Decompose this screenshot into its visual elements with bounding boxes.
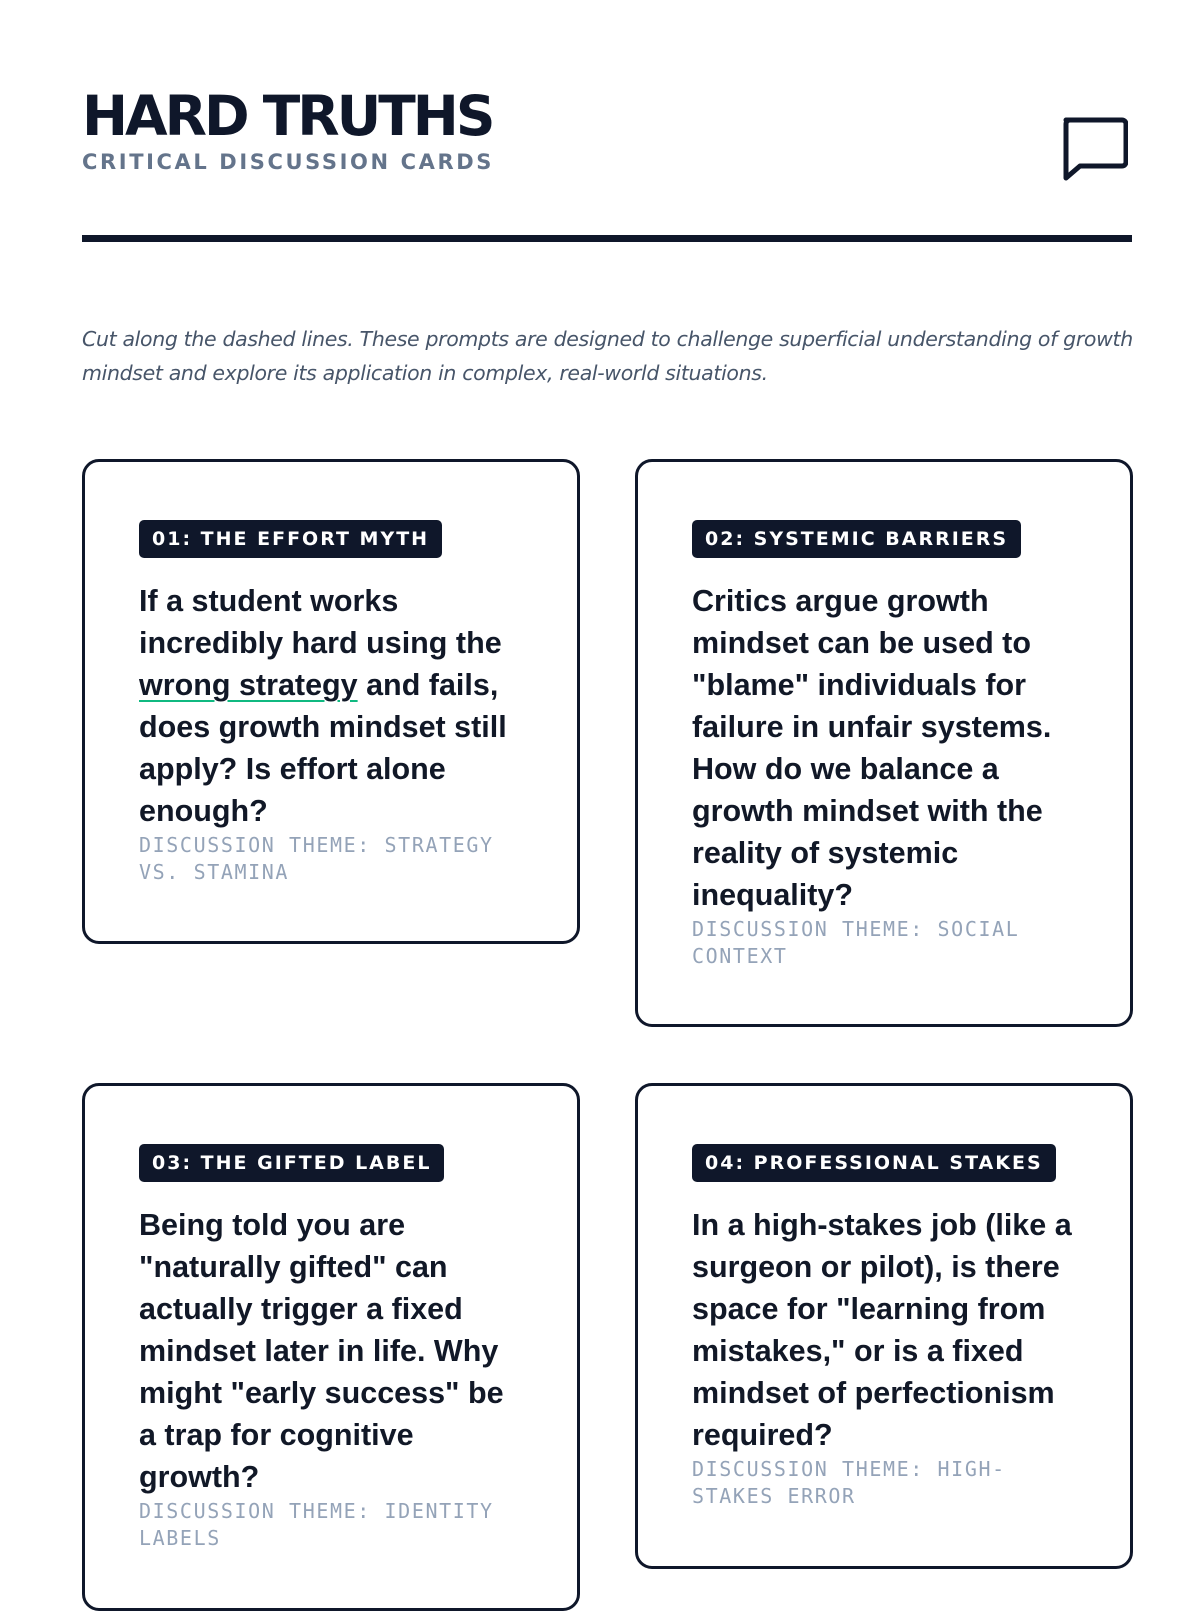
card-question: In a high-stakes job (like a surgeon or pilot), is there space for "learning from mistakes," or is a fixed mindset of perfectionism required? bbox=[692, 1208, 1072, 1452]
card-badge: 04: PROFESSIONAL STAKES bbox=[692, 1144, 1056, 1182]
intro-text: Cut along the dashed lines. These prompts are designed to challenge superficial understanding of growth mindset and explore its application in complex, real-world situations. bbox=[82, 327, 1133, 385]
question-text-start: If a student works incredibly hard using the bbox=[139, 584, 502, 660]
card-content bbox=[139, 1144, 529, 1552]
card-question: Critics argue growth mindset can be used to "blame" individuals for failure in unfair systems. How do we balance a growth mindset with the reality of systemic inequality? bbox=[692, 584, 1052, 912]
card-theme: DISCUSSION THEME: SOCIAL CONTEXT bbox=[692, 917, 1020, 968]
card-content bbox=[692, 1144, 1082, 1510]
discussion-card-2 bbox=[635, 459, 1133, 1027]
question-text-end: and fails, does growth mindset still apply? Is effort alone enough? bbox=[139, 668, 507, 828]
discussion-card-3 bbox=[82, 1083, 580, 1611]
card-badge: 02: SYSTEMIC BARRIERS bbox=[692, 520, 1021, 558]
card-theme: DISCUSSION THEME: IDENTITY LABELS bbox=[139, 1499, 494, 1550]
card-theme: DISCUSSION THEME: STRATEGY VS. STAMINA bbox=[139, 833, 494, 884]
card-badge: 03: THE GIFTED LABEL bbox=[139, 1144, 444, 1182]
card-content bbox=[692, 520, 1082, 970]
chat-bubble-icon bbox=[1060, 116, 1128, 182]
header bbox=[82, 0, 1132, 242]
card-question bbox=[139, 580, 529, 832]
card-theme: DISCUSSION THEME: HIGH-STAKES ERROR bbox=[692, 1457, 1006, 1508]
card-badge: 01: THE EFFORT MYTH bbox=[139, 520, 442, 558]
discussion-card-4 bbox=[635, 1083, 1133, 1569]
header-divider bbox=[82, 235, 1132, 242]
discussion-card-1 bbox=[82, 459, 580, 944]
card-question: Being told you are "naturally gifted" can actually trigger a fixed mindset later in life. Why might "early success" be a trap for cognitive growth? bbox=[139, 1208, 504, 1494]
page-title: HARD TRUTHS bbox=[82, 84, 493, 148]
page bbox=[82, 0, 1133, 1550]
card-content bbox=[139, 520, 529, 886]
highlighted-phrase: wrong strategy bbox=[139, 668, 358, 702]
page-subtitle: CRITICAL DISCUSSION CARDS bbox=[82, 150, 494, 174]
